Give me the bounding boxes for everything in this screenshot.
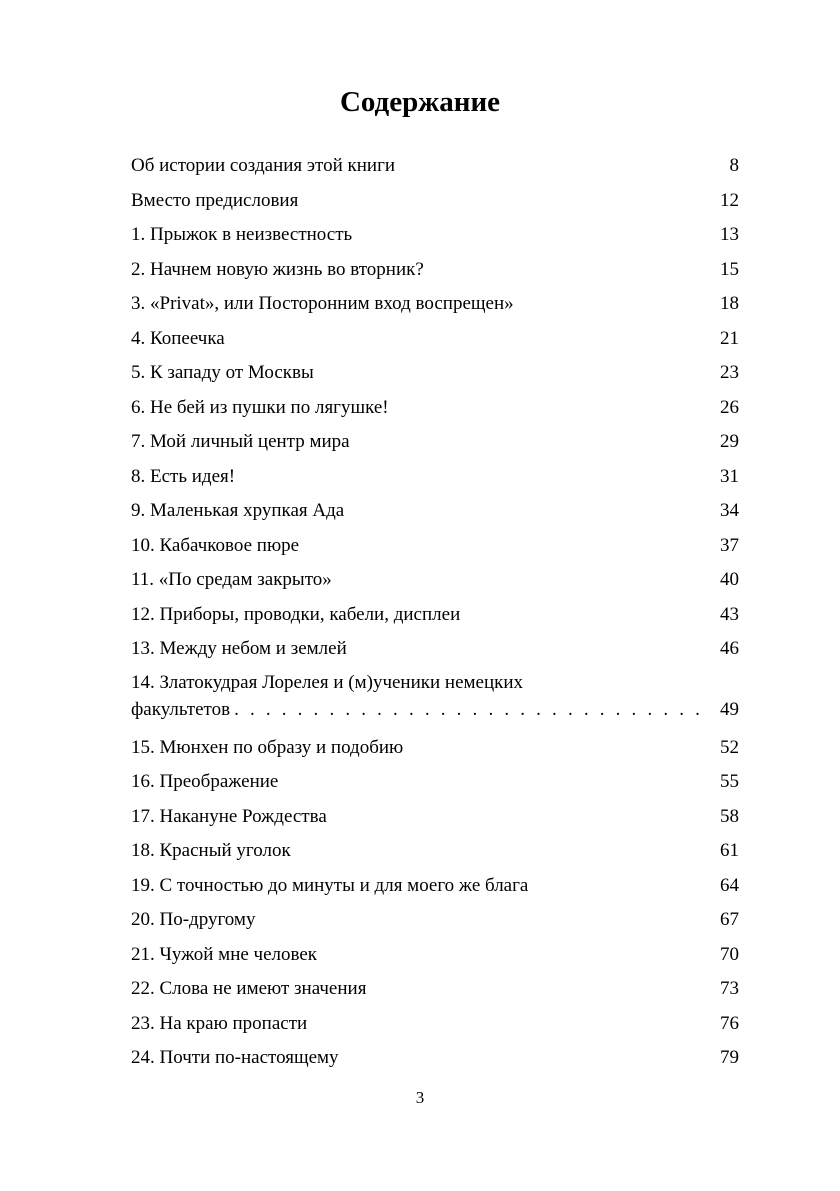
toc-entry-page: 70	[720, 943, 739, 965]
toc-entry-title: 12. Приборы, проводки, кабели, дисплеи	[131, 603, 461, 625]
dot-leader	[348, 497, 709, 516]
dot-leader	[354, 428, 709, 447]
toc-entry-title-line1: 14. Златокудрая Лорелея и (м)ученики немецких	[131, 671, 524, 693]
toc-entry-page: 8	[729, 155, 739, 176]
toc-entry-page: 58	[720, 805, 739, 827]
toc-entry[interactable]	[131, 598, 739, 633]
dot-leader	[259, 906, 709, 925]
toc-entry-title: 8. Есть идея!	[131, 465, 236, 487]
dot-leader	[302, 187, 709, 206]
toc-entry-title: 2. Начнем новую жизнь во вторник?	[131, 258, 424, 280]
toc-entry-title: 7. Мой личный центр мира	[131, 431, 350, 452]
table-of-contents	[131, 149, 739, 1076]
toc-entry[interactable]	[131, 391, 739, 426]
toc-entry-page: 29	[720, 431, 739, 452]
toc-entry-title: 15. Мюнхен по образу и подобию	[131, 736, 404, 758]
toc-entry-title: 13. Между небом и землей	[131, 638, 347, 659]
toc-entry-title: Об истории создания этой книги	[131, 155, 396, 176]
toc-entry-title: 9. Маленькая хрупкая Ада	[131, 500, 345, 521]
toc-entry[interactable]	[131, 1041, 739, 1076]
toc-entry-page: 55	[720, 771, 739, 792]
dot-leader	[318, 359, 709, 378]
toc-entry-title: 16. Преображение	[131, 771, 279, 792]
toc-entry-page: 13	[720, 224, 739, 245]
toc-entry[interactable]	[131, 731, 739, 766]
toc-entry-title: 5. К западу от Москвы	[131, 362, 314, 383]
dot-leader	[311, 1010, 709, 1029]
dot-leader	[407, 734, 709, 753]
toc-entry[interactable]	[131, 800, 739, 835]
toc-entry[interactable]	[131, 184, 739, 219]
toc-entry-title: Вместо предисловия	[131, 189, 299, 211]
dot-leader	[351, 635, 709, 654]
toc-entry[interactable]	[131, 425, 739, 460]
toc-entry[interactable]	[131, 1007, 739, 1042]
toc-entry-page: 23	[720, 362, 739, 383]
toc-entry[interactable]	[131, 903, 739, 938]
toc-entry-title: 1. Прыжок в неизвестность	[131, 224, 353, 245]
toc-entry[interactable]	[131, 869, 739, 904]
toc-entry[interactable]	[131, 287, 739, 322]
page-number: 3	[415, 1088, 425, 1107]
toc-entry[interactable]	[131, 494, 739, 529]
toc-entry-page: 15	[720, 258, 739, 280]
dot-leader	[532, 872, 709, 891]
toc-entry[interactable]	[131, 834, 739, 869]
toc-entry-page: 61	[720, 840, 739, 861]
toc-entry-page: 79	[720, 1047, 739, 1068]
toc-entry[interactable]	[131, 149, 739, 184]
toc-entry-title: 23. На краю пропасти	[131, 1012, 308, 1034]
toc-entry-title: 6. Не бей из пушки по лягушке!	[131, 396, 389, 418]
dot-leader	[370, 975, 709, 994]
toc-entry-page: 18	[720, 293, 739, 314]
toc-entry-page: 76	[720, 1012, 739, 1034]
toc-entry-title: 11. «По средам закрыто»	[131, 569, 332, 590]
toc-entry[interactable]	[131, 460, 739, 495]
toc-entry-page: 12	[720, 189, 739, 211]
dot-leader	[336, 566, 709, 585]
toc-entry-title: 22. Слова не имеют значения	[131, 978, 367, 999]
toc-entry[interactable]	[131, 667, 739, 731]
toc-entry-title: 20. По-другому	[131, 909, 256, 930]
toc-entry-title: 17. Накануне Рождества	[131, 805, 327, 827]
toc-entry-title: 4. Копеечка	[131, 327, 225, 349]
page-title: Содержание	[339, 86, 501, 118]
toc-entry-page: 37	[720, 534, 739, 556]
dot-leader	[399, 152, 709, 171]
toc-entry-page: 67	[720, 909, 739, 930]
dot-leader	[356, 221, 709, 240]
dot-leader	[282, 768, 709, 787]
toc-entry-title-line2: факультетов	[131, 698, 231, 720]
dot-leader	[518, 290, 709, 309]
toc-entry[interactable]	[131, 218, 739, 253]
dot-leader	[393, 394, 709, 413]
toc-entry-page: 64	[720, 874, 739, 896]
dot-leader	[303, 532, 709, 551]
toc-entry-page: 43	[720, 603, 739, 625]
dot-leader	[464, 601, 709, 620]
toc-entry-title: 24. Почти по-настоящему	[131, 1047, 339, 1068]
toc-entry[interactable]	[131, 938, 739, 973]
toc-entry-title: 21. Чужой мне человек	[131, 943, 318, 965]
toc-entry[interactable]	[131, 972, 739, 1007]
toc-entry-page: 46	[720, 638, 739, 659]
toc-entry-page: 21	[720, 327, 739, 349]
dot-leader	[229, 325, 709, 344]
toc-entry-title: 10. Кабачковое пюре	[131, 534, 300, 556]
dot-leader	[428, 256, 709, 275]
dot-leader	[295, 837, 709, 856]
toc-entry[interactable]	[131, 563, 739, 598]
toc-entry[interactable]	[131, 356, 739, 391]
toc-entry-page: 34	[720, 500, 739, 521]
toc-entry[interactable]	[131, 529, 739, 564]
toc-entry-title: 19. С точностью до минуты и для моего же блага	[131, 874, 529, 896]
toc-entry-page: 52	[720, 736, 739, 758]
dot-leader	[331, 803, 709, 822]
toc-entry[interactable]	[131, 322, 739, 357]
toc-entry-page: 73	[720, 978, 739, 999]
dot-leader	[239, 463, 709, 482]
toc-entry-page: 26	[720, 396, 739, 418]
toc-entry-title: 18. Красный уголок	[131, 840, 291, 861]
dot-leader	[321, 941, 709, 960]
toc-entry[interactable]	[131, 765, 739, 800]
dot-leader	[234, 696, 709, 715]
toc-entry[interactable]	[131, 253, 739, 288]
dot-leader	[343, 1044, 709, 1063]
toc-entry-page: 40	[720, 569, 739, 590]
toc-entry-second-line	[131, 696, 739, 723]
toc-entry-page: 31	[720, 465, 739, 487]
toc-entry-page: 49	[720, 698, 739, 720]
toc-entry[interactable]	[131, 632, 739, 667]
toc-entry-title: 3. «Privat», или Посторонним вход воспрещен»	[131, 293, 514, 314]
